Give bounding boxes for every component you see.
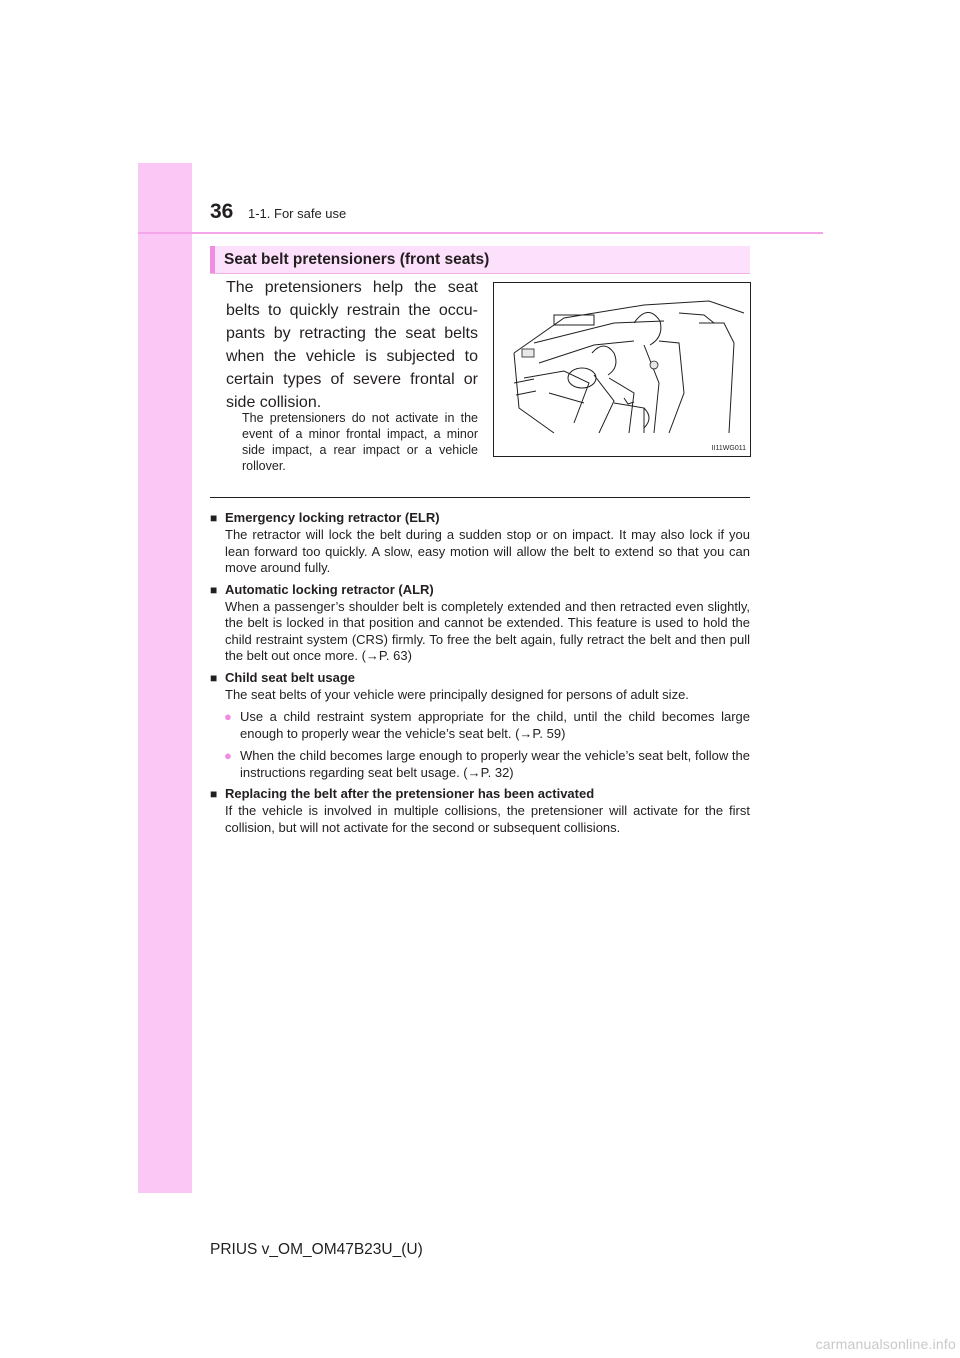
header-rule	[138, 232, 823, 234]
section-divider	[210, 497, 750, 498]
note-heading-replacing-belt: ■ Replacing the belt after the pretensioner has been activated	[210, 786, 595, 801]
intro-note: The pretensioners do not activate in the event of a minor frontal impact, a minor side impact, a rear impact or a vehicle rollover.	[242, 411, 478, 473]
square-bullet-icon: ■	[210, 511, 218, 525]
section-title: Seat belt pretensioners (front seats)	[224, 251, 490, 268]
vehicle-interior-illustration	[493, 282, 751, 457]
note-body-child-seat: The seat belts of your vehicle were principally designed for persons of adult size.	[225, 686, 689, 702]
square-bullet-icon: ■	[210, 582, 218, 597]
square-bullet-icon: ■	[210, 787, 218, 801]
note-body-replacing-belt: If the vehicle is involved in multiple collisions, the pretensioner will activate for the first collision, but will not activate for the second or subsequent collisions.	[225, 803, 750, 835]
intro-paragraph: The pretensioners help the seat belts to quickly restrain the occu-pants by retracting the seat belts when the vehicle is subjected to certain types of severe frontal or side collision.	[226, 279, 478, 411]
list-item: ● When the child becomes large enough to properly wear the vehicle’s seat belt, follow the instructions regarding seat belt usage. (→P. 32)	[224, 748, 750, 780]
watermark: carmanualsonline.info	[815, 1336, 956, 1352]
side-tab-band	[138, 163, 192, 1193]
section-title-bar	[210, 246, 750, 274]
note-heading-child-seat: ■ Child seat belt usage	[210, 669, 356, 685]
title-accent-bar	[210, 246, 215, 273]
notes-list	[210, 505, 750, 836]
figure-code: II11WG011	[711, 445, 746, 452]
note-body-elr: The retractor will lock the belt during a sudden stop or on impact. It may also lock if you lean forward too quickly. A slow, easy motion will allow the belt to extend so that you can move around fully.	[225, 527, 750, 575]
round-bullet-icon: ●	[224, 748, 232, 763]
section-label: 1-1. For safe use	[248, 206, 347, 221]
note-body-alr: When a passenger’s shoulder belt is completely extended and then retracted even slightly, the belt is locked in that position and cannot be extended. This feature is used to hold the child restraint system (CRS) firmly. To free the belt again, fully retract the belt and then pull the belt out once more. (→P. 63)	[225, 598, 750, 663]
note-heading-alr: ■ Automatic locking retractor (ALR)	[210, 581, 434, 597]
footer-model-code: PRIUS v_OM_OM47B23U_(U)	[210, 1241, 423, 1258]
square-bullet-icon: ■	[210, 670, 218, 685]
page-number: 36	[210, 200, 234, 223]
list-item: ● Use a child restraint system appropriate for the child, until the child becomes large enough to properly wear the vehicle’s seat belt. (→P. 59)	[224, 709, 750, 741]
round-bullet-icon: ●	[224, 709, 232, 724]
note-heading-elr: ■ Emergency locking retractor (ELR)	[210, 510, 440, 525]
car-interior-drawing	[494, 283, 750, 456]
